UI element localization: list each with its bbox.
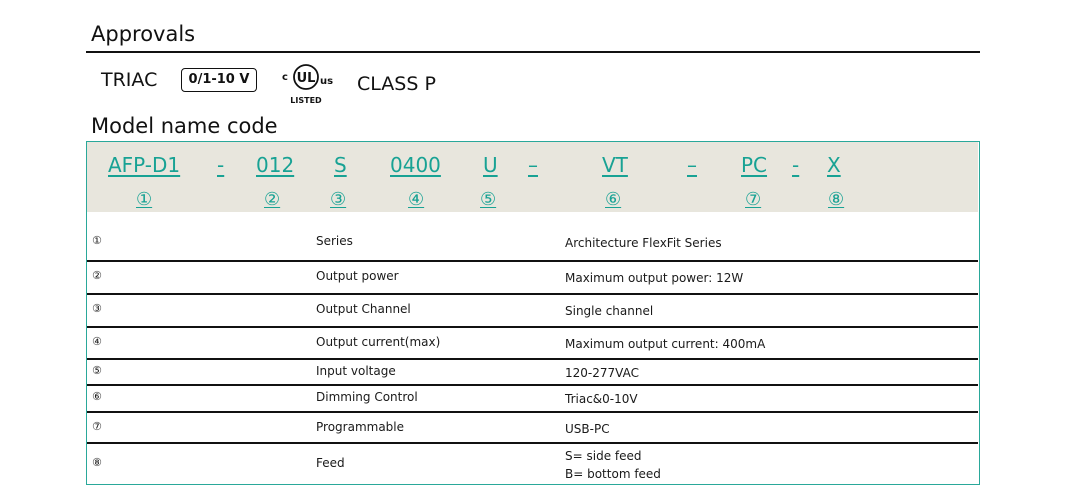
row-description: Maximum output current: 400mA	[565, 337, 766, 351]
approvals-divider	[86, 51, 980, 53]
code-part-separator: –	[528, 153, 538, 177]
voltage-dimming-badge: 0/1-10 V	[181, 68, 257, 92]
code-number-2: ②	[264, 189, 281, 210]
ul-us-letters: us	[320, 76, 334, 87]
row-description: 120-277VAC	[565, 366, 639, 380]
code-part-current: 0400	[390, 153, 441, 177]
row-number: ③	[92, 302, 102, 315]
row-item: Output power	[316, 269, 399, 283]
ul-listed-logo	[278, 60, 340, 108]
triac-label: TRIAC	[101, 69, 158, 91]
row-item: Output Channel	[316, 302, 411, 316]
row-divider	[87, 384, 978, 386]
row-item: Input voltage	[316, 364, 396, 378]
code-part-programmable: PC	[741, 153, 768, 177]
row-divider	[87, 358, 978, 360]
row-number: ⑧	[92, 456, 102, 469]
code-part-power: 012	[256, 153, 295, 177]
ul-c-letter: c	[282, 72, 288, 83]
code-number-7: ⑦	[745, 189, 762, 210]
row-description: Maximum output power: 12W	[565, 271, 744, 285]
code-part-separator: –	[687, 153, 697, 177]
code-number-5: ⑤	[480, 189, 497, 210]
row-description: USB-PC	[565, 422, 610, 436]
row-number: ①	[92, 234, 102, 247]
row-divider	[87, 293, 978, 295]
row-item: Output current(max)	[316, 335, 441, 349]
ul-listed-text: LISTED	[290, 96, 322, 105]
row-divider	[87, 411, 978, 413]
model-code-box	[86, 141, 980, 485]
row-item: Feed	[316, 456, 345, 470]
code-number-8: ⑧	[828, 189, 845, 210]
row-number: ②	[92, 269, 102, 282]
row-divider	[87, 326, 978, 328]
code-part-channel: S	[334, 153, 347, 177]
row-number: ⑤	[92, 364, 102, 377]
row-divider	[87, 260, 978, 262]
approvals-heading: Approvals	[91, 22, 196, 46]
row-number: ④	[92, 335, 102, 348]
class-p-label: CLASS P	[357, 73, 436, 95]
code-part-separator: -	[792, 153, 800, 177]
code-number-6: ⑥	[605, 189, 622, 210]
row-number: ⑥	[92, 390, 102, 403]
row-description: Architecture FlexFit Series	[565, 236, 722, 250]
code-part-feed: X	[827, 153, 841, 177]
model-name-code-heading: Model name code	[91, 114, 278, 138]
code-part-series: AFP-D1	[108, 153, 181, 177]
row-description: Single channel	[565, 304, 654, 318]
code-number-1: ①	[136, 189, 153, 210]
row-number: ⑦	[92, 420, 102, 433]
ul-letters: UL	[296, 71, 316, 86]
code-number-3: ③	[330, 189, 347, 210]
row-item: Series	[316, 234, 353, 248]
row-description: S= side feed	[565, 449, 642, 463]
row-item: Dimming Control	[316, 390, 418, 404]
code-number-4: ④	[408, 189, 425, 210]
row-description: Triac&0-10V	[565, 392, 638, 406]
model-code-band	[87, 142, 978, 212]
code-part-dimming: VT	[602, 153, 628, 177]
row-description: B= bottom feed	[565, 467, 661, 481]
row-item: Programmable	[316, 420, 405, 434]
code-part-separator: -	[217, 153, 225, 177]
code-part-voltage: U	[483, 153, 498, 177]
row-divider	[87, 442, 978, 444]
